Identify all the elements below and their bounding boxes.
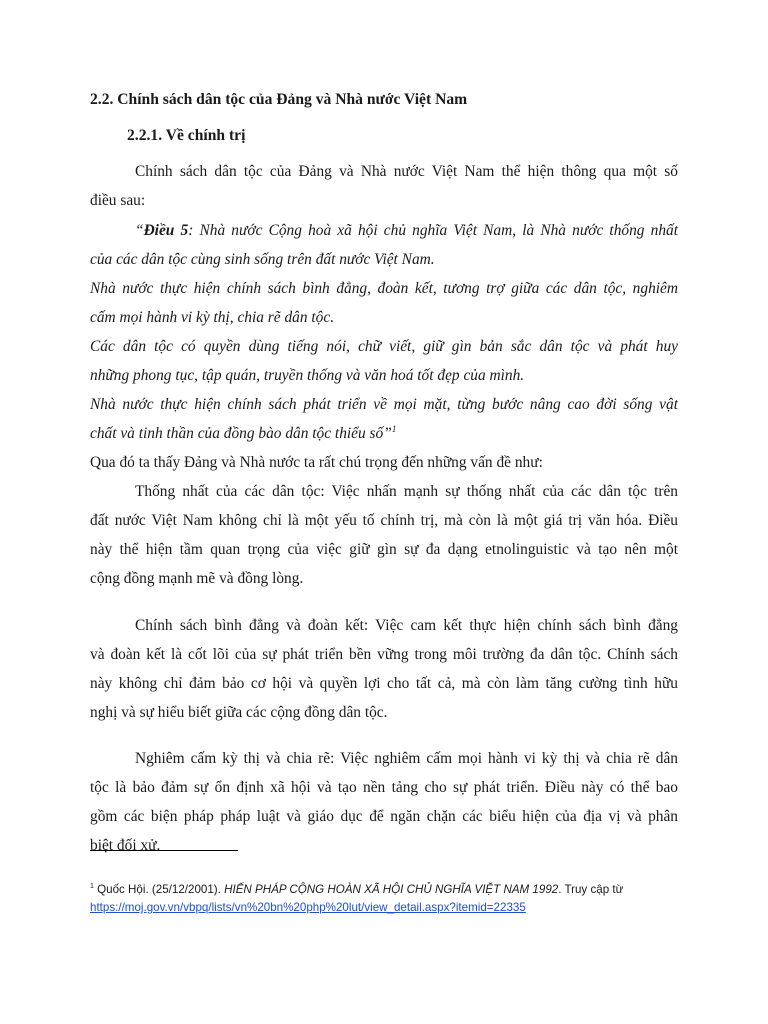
quote-line-5: Các dân tộc có quyền dùng tiếng nói, chữ viết, giữ gìn bản sắc dân tộc và phát huy	[90, 338, 678, 355]
summary-line: Qua đó ta thấy Đảng và Nhà nước ta rất chú trọng đến những vấn đề như:	[90, 454, 543, 471]
section-heading: 2.2. Chính sách dân tộc của Đảng và Nhà nước Việt Nam	[90, 91, 468, 108]
para2-line-3: này không chỉ đảm bảo cơ hội và quyền lợi cho tất cả, mà còn làm tăng cường tình hữu	[90, 675, 678, 692]
footnote-line-1	[90, 882, 623, 898]
quote-line-7: Nhà nước thực hiện chính sách phát triển về mọi mặt, từng bước nâng cao đời sống vật	[90, 396, 678, 413]
footnote-link[interactable]: https://moj.gov.vn/vbpq/lists/vn%20bn%20php%20lut/view_detail.aspx?itemid=22335	[90, 901, 526, 914]
para2-line-1: Chính sách bình đẳng và đoàn kết: Việc cam kết thực hiện chính sách bình đẳng	[135, 617, 678, 634]
quote-line-8	[90, 424, 396, 444]
quote-line-6: những phong tục, tập quán, truyền thống và văn hoá tốt đẹp của mình.	[90, 367, 525, 384]
intro-line-1: Chính sách dân tộc của Đảng và Nhà nước Việt Nam thể hiện thông qua một số	[135, 163, 678, 180]
quote-article-label: Điều 5	[143, 222, 189, 239]
footnote-title: HIẾN PHÁP CỘNG HOÀN XÃ HỘI CHỦ NGHĨA VIỆT NAM 1992	[224, 883, 559, 896]
para3-line-2: tộc là bảo đảm sự ổn định xã hội và tạo nền tảng cho sự phát triển. Điều này có thể bao	[90, 779, 678, 796]
footnote-access-text: . Truy cập từ	[558, 883, 624, 896]
para1-line-3: này thể hiện tầm quan trọng của việc giữ gìn sự đa dạng etnolinguistic và tạo nên một	[90, 541, 678, 558]
para1-line-2: đất nước Việt Nam không chỉ là một yếu tố chính trị, mà còn là một giá trị văn hóa. Điều	[90, 512, 678, 529]
footnote-reference[interactable]: 1	[391, 423, 397, 434]
para3-line-1: Nghiêm cấm kỳ thị và chia rẽ: Việc nghiêm cấm mọi hành vi kỳ thị và chia rẽ dân	[135, 750, 678, 767]
quote-line-1	[135, 221, 678, 241]
footnote-line-2	[90, 900, 526, 916]
quote-line-3: Nhà nước thực hiện chính sách bình đẳng, đoàn kết, tương trợ giữa các dân tộc, nghiêm	[90, 280, 678, 297]
quote-line-1-text: : Nhà nước Cộng hoà xã hội chủ nghĩa Việt Nam, là Nhà nước thống nhất	[188, 222, 679, 239]
footnote-author: Quốc Hội. (25/12/2001).	[93, 883, 225, 896]
subsection-heading: 2.2.1. Về chính trị	[127, 127, 246, 144]
intro-line-2: điều sau:	[90, 192, 146, 209]
quote-open-mark: “	[135, 222, 144, 239]
footnote-number: 1	[90, 883, 94, 891]
para2-line-4: nghị và sự hiểu biết giữa các cộng đồng dân tộc.	[90, 704, 388, 721]
para3-line-4: biệt đối xử.	[90, 837, 161, 854]
footnote-separator	[90, 850, 238, 851]
quote-line-8-text: chất và tinh thần của đồng bào dân tộc thiểu số”	[90, 425, 392, 442]
para2-line-2: và đoàn kết là cốt lõi của sự phát triển bền vững trong môi trường đa dân tộc. Chính sách	[90, 646, 678, 663]
quote-line-2: của các dân tộc cùng sinh sống trên đất nước Việt Nam.	[90, 251, 435, 268]
quote-line-4: cấm mọi hành vi kỳ thị, chia rẽ dân tộc.	[90, 309, 335, 326]
para1-line-1: Thống nhất của các dân tộc: Việc nhấn mạnh sự thống nhất của các dân tộc trên	[135, 483, 678, 500]
para1-line-4: cộng đồng mạnh mẽ và đồng lòng.	[90, 570, 304, 587]
para3-line-3: gồm các biện pháp pháp luật và giáo dục để ngăn chặn các biểu hiện của địa vị và phân	[90, 808, 678, 825]
